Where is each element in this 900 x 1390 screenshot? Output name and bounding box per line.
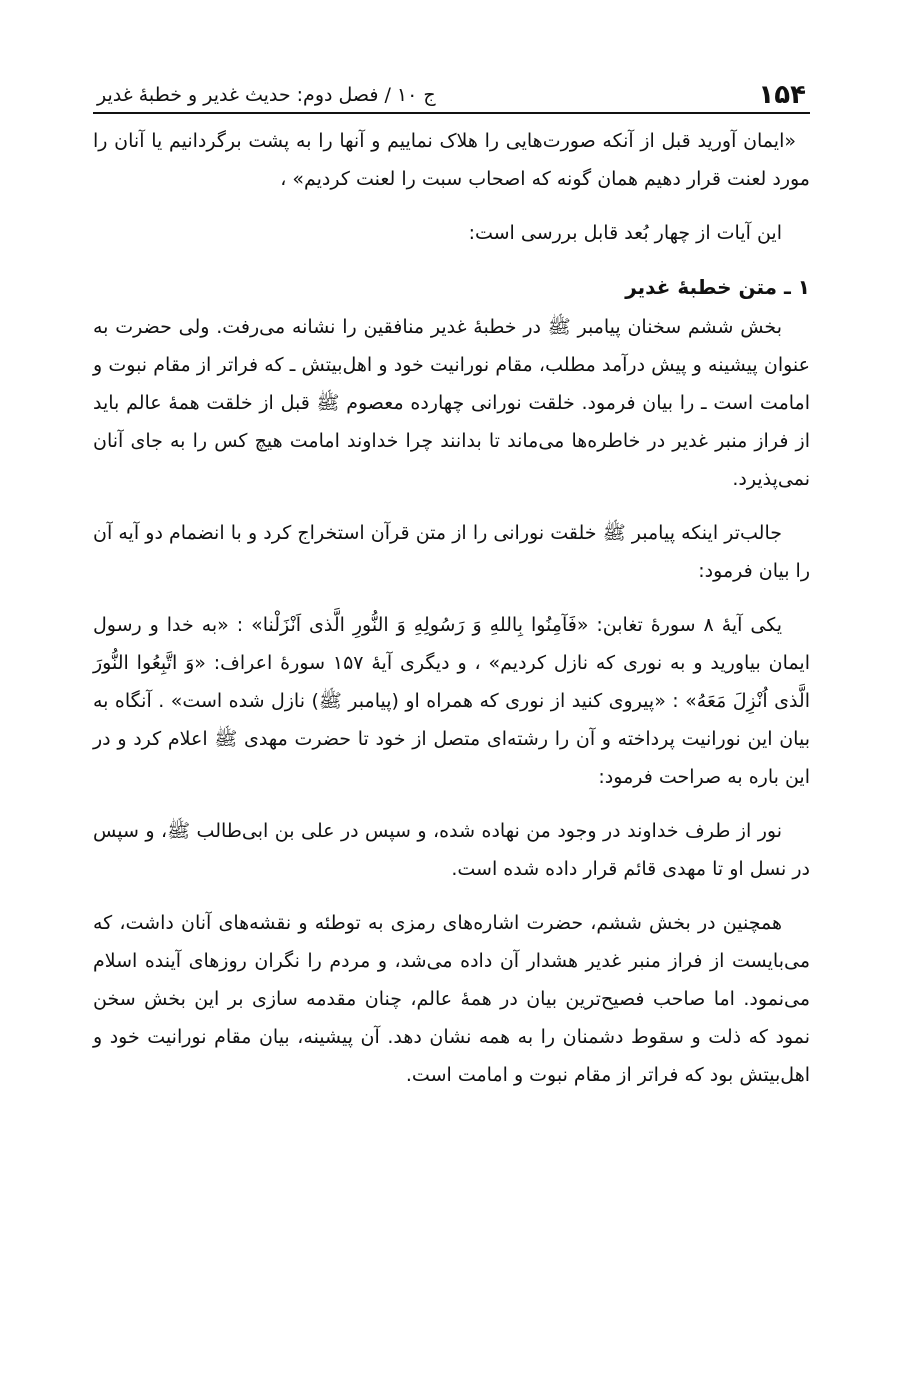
intro-paragraph: این آیات از چهار بُعد قابل بررسی است: bbox=[468, 222, 782, 244]
quote-paragraph: «ایمان آورید قبل از آنکه صورت‌هایی را هلاک نماییم و آنها را به پشت برگردانیم یا آنان را مورد لعنت قرار دهیم همان گونه که اصحاب سبت را لعنت کردیم» ، bbox=[93, 130, 810, 190]
body-paragraph-1: بخش ششم سخنان پیامبر ﷺ در خطبهٔ غدیر منافقین را نشانه می‌رفت. ولی حضرت به عنوان پیشینه و پیش درآمد مطلب، مقام نورانیت خود و اهل‌بیتش ـ که فراتر از مقام نبوت و امامت است ـ را بیان فرمود. خلقت نورانی چهارده معصوم ﷺ قبل از خلقت همهٔ عالم باید از فراز منبر غدیر در خاطره‌ها می‌ماند تا بدانند چرا خداوند امامت هیچ کس را به جای آنان نمی‌پذیرد. bbox=[93, 316, 810, 490]
book-page bbox=[93, 70, 810, 1110]
page-body bbox=[93, 114, 810, 1094]
body-paragraph-3: یکی آیهٔ ۸ سورهٔ تغابن: «فَآمِنُوا بِاللهِ وَ رَسُولِهِ وَ النُّورِ الَّذی اَنْزَلْنا» : «به خدا و رسول ایمان بیاورید و به نوری که نازل کردیم» ، و دیگری آیهٔ ۱۵۷ سورهٔ اعراف: «وَ اتَّبِعُوا النُّورَ الَّذی اُنْزِلَ مَعَهُ» : «پیروی کنید از نوری که همراه او (پیامبر ﷺ) نازل شده است» . آنگاه به بیان این نورانیت پرداخته و آن را رشته‌ای متصل از خود تا حضرت مهدی ﷺ اعلام کرد و در این باره به صراحت فرمود: bbox=[93, 614, 810, 788]
page-number: ۱۵۴ bbox=[758, 80, 806, 110]
body-paragraph-4: نور از طرف خداوند در وجود من نهاده شده، و سپس در علی بن ابی‌طالب ﷺ، و سپس در نسل او تا مهدی قائم قرار داده شده است. bbox=[93, 820, 810, 880]
section-heading: ۱ ـ متن خطبهٔ غدیر bbox=[625, 275, 810, 299]
page-header bbox=[93, 70, 810, 114]
running-title: ج ۱۰ / فصل دوم: حدیث غدیر و خطبهٔ غدیر bbox=[97, 84, 436, 106]
body-paragraph-2: جالب‌تر اینکه پیامبر ﷺ خلقت نورانی را از متن قرآن استخراج کرد و با انضمام دو آیه آن را بیان فرمود: bbox=[93, 522, 810, 582]
body-paragraph-5: همچنین در بخش ششم، حضرت اشاره‌های رمزی به توطئه و نقشه‌های آنان داشت، که می‌بایست از فراز منبر غدیر هشدار آن داده می‌شد، و مردم را نگران روزهای آینده اسلام می‌نمود. اما صاحب فصیح‌ترین بیان در همهٔ عالم، چنان مقدمه سازی بر این بخش سخن نمود که ذلت و سقوط دشمنان را به همه نشان دهد. آن پیشینه، بیان مقام نورانیت خود و اهل‌بیتش بود که فراتر از مقام نبوت و امامت است. bbox=[93, 912, 810, 1086]
